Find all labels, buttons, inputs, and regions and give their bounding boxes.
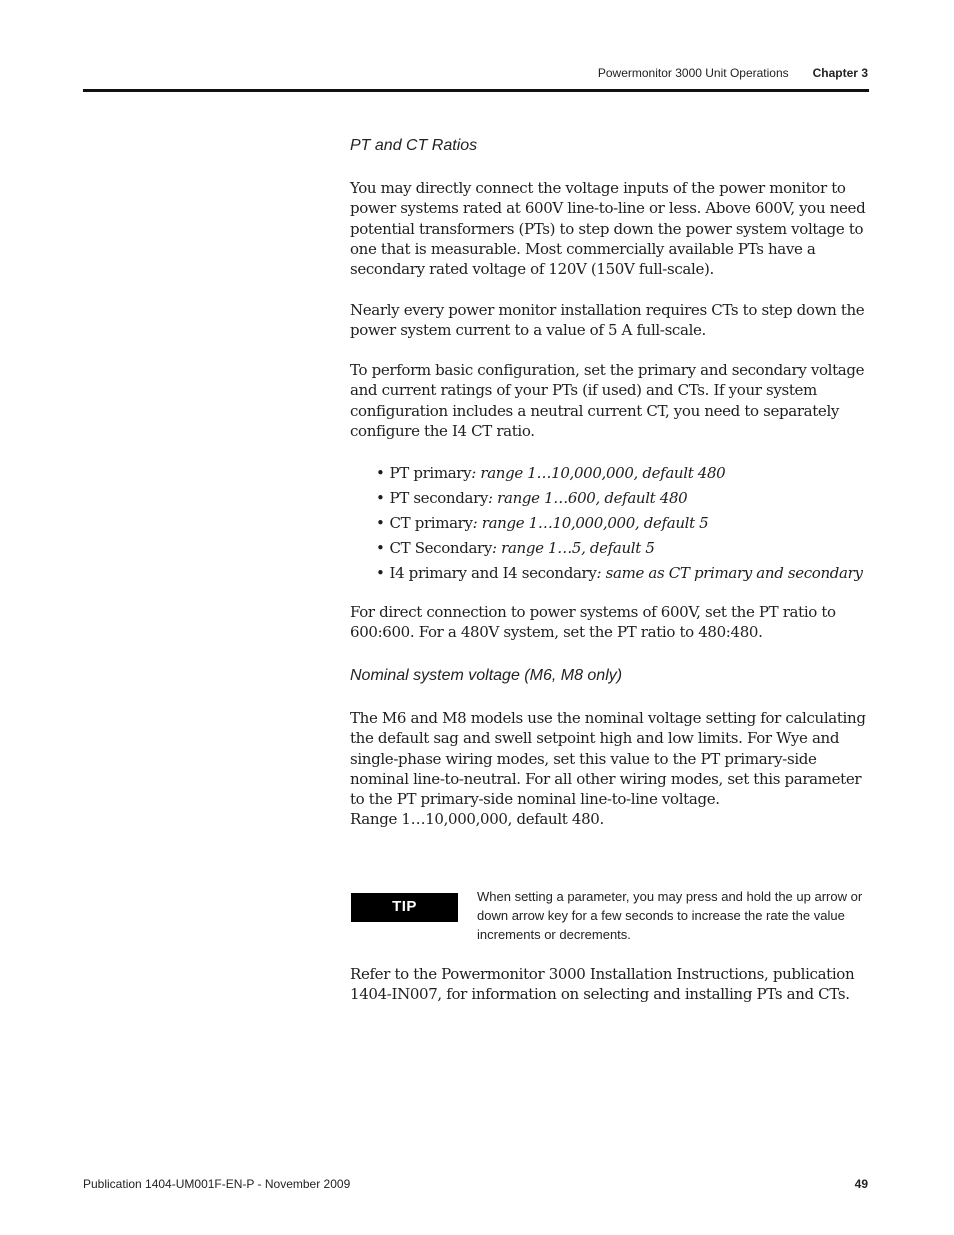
paragraph-pt-intro: You may directly connect the voltage inputs of the power monitor to power systems rated at 600V line-to-line or less. Above 600V, you need potential transformers (PTs) to step down the power system voltage to one that is measurable. Most commercially available PTs have a secondary rated voltage of 120V (150V full-scale). <box>350 179 866 279</box>
paragraph-nominal-range: Range 1…10,000,000, default 480. <box>350 810 604 829</box>
header-section-title: Powermonitor 3000 Unit Operations <box>597 66 789 80</box>
running-header <box>598 66 868 80</box>
section-heading-pt-ct-ratios: PT and CT Ratios <box>350 137 478 154</box>
list-item: • CT Secondary: range 1…5, default 5 <box>376 539 655 557</box>
paragraph-nominal-voltage: The M6 and M8 models use the nominal voltage setting for calculating the default sag and swell setpoint high and low limits. For Wye and single-phase wiring modes, set this value to the PT primary-side nominal line-to-neutral. For all other wiring modes, set this parameter to the PT primary-side nominal line-to-line voltage. <box>350 709 866 809</box>
ratio-settings-list <box>376 461 863 586</box>
list-item: • CT primary: range 1…10,000,000, default 5 <box>376 514 709 532</box>
tip-label-badge: TIP <box>351 893 458 922</box>
paragraph-direct-connection: For direct connection to power systems of 600V, set the PT ratio to 600:600. For a 480V system, set the PT ratio to 480:480. <box>350 603 836 642</box>
nominal-voltage-block <box>350 708 875 830</box>
list-item: • PT primary: range 1…10,000,000, default 480 <box>376 464 726 482</box>
list-item: • PT secondary: range 1…600, default 480 <box>376 489 688 507</box>
footer-page-number: 49 <box>854 1177 868 1191</box>
paragraph-basic-configuration: To perform basic configuration, set the primary and secondary voltage and current ratings of your PTs (if used) and CTs. If your system configuration includes a neutral current CT, you need to separately configure the I4 CT ratio. <box>350 361 865 440</box>
header-chapter-label: Chapter 3 <box>812 66 868 80</box>
footer-publication: Publication 1404-UM001F-EN-P - November 2009 <box>83 1177 351 1191</box>
list-item: • I4 primary and I4 secondary: same as CT primary and secondary <box>376 564 863 582</box>
paragraph-ct-requirement: Nearly every power monitor installation requires CTs to step down the power system current to a value of 5 A full-scale. <box>350 301 865 340</box>
paragraph-reference: Refer to the Powermonitor 3000 Installation Instructions, publication 1404-IN007, for information on selecting and installing PTs and CTs. <box>350 965 855 1004</box>
section-heading-nominal-voltage: Nominal system voltage (M6, M8 only) <box>350 667 623 684</box>
header-rule <box>83 89 869 92</box>
tip-text: When setting a parameter, you may press and hold the up arrow or down arrow key for a few seconds to increase the rate the value increments or decrements. <box>477 889 863 942</box>
